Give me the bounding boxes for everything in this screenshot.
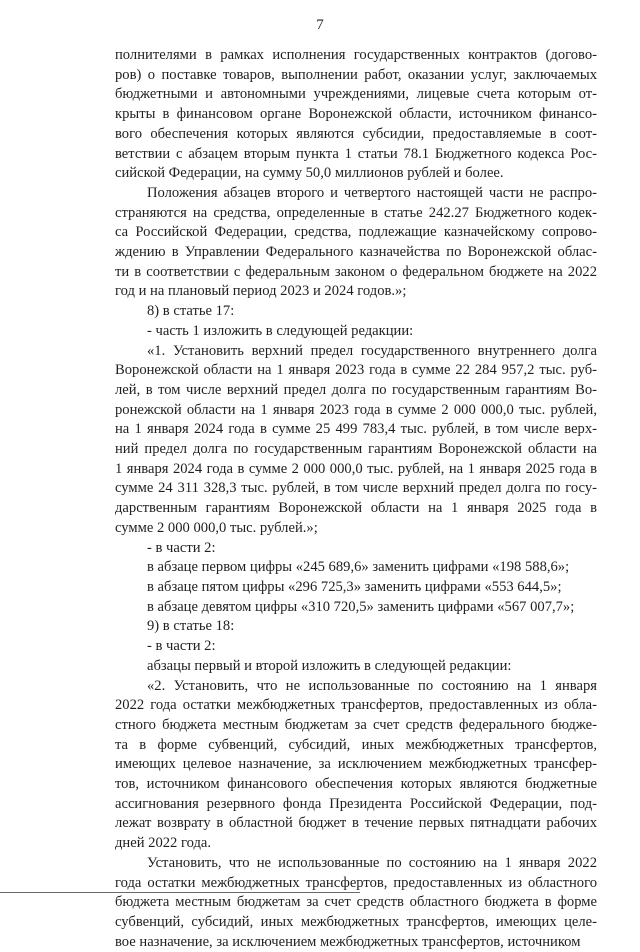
text-line: 2022 года остатки межбюджетных трансфертов, предоставленных из обла-: [115, 697, 597, 714]
text-line: ти в соответствии с федеральным законом о федеральном бюджете на 2022: [115, 263, 597, 280]
paragraph: [115, 854, 597, 952]
text-line: сумме 24 311 328,3 тыс. рублей, в том числе верхний предел долга по госу-: [115, 480, 597, 497]
text-line: бюджета местным бюджетам за счет средств областного бюджета в форме: [115, 894, 597, 911]
text-line: - в части 2:: [147, 638, 216, 655]
text-line: ждению в Управлении Федерального казначейства по Воронежской облас-: [115, 244, 597, 261]
text-line: вое назначение, за исключением межбюджетных трансфертов, источником: [115, 933, 581, 950]
text-line: бюджетными и автономными учреждениями, лицевые счета которым от-: [115, 86, 597, 103]
text-line: страняются на средства, определенные в статье 242.27 Бюджетного кодек-: [115, 204, 597, 221]
text-line: «2. Установить, что не использованные по состоянию на 1 января: [147, 677, 597, 694]
text-line: ассигнования резервного фонда Президента Российской Федерации, под-: [115, 795, 597, 812]
text-line: ронежской области на 1 января 2023 года в сумме 2 000 000,0 тыс. рублей,: [115, 401, 597, 418]
footer-divider: [0, 892, 360, 893]
paragraph: [115, 302, 597, 322]
text-line: - часть 1 изложить в следующей редакции:: [147, 322, 414, 339]
text-line: лей, в том числе верхний предел долга по государственным гарантиям Во-: [115, 381, 597, 398]
text-line: крыты в финансовом органе Воронежской области, источником финансо-: [115, 106, 597, 123]
paragraph: [115, 184, 597, 302]
text-line: вого обеспечения которых являются субсидии, предоставляемые в соот-: [115, 125, 597, 142]
text-line: 9) в статье 18:: [147, 618, 235, 635]
paragraph: [115, 617, 597, 637]
paragraph: [115, 677, 597, 854]
paragraph: [115, 539, 597, 559]
text-line: дней 2022 года.: [115, 835, 212, 852]
text-line: «1. Установить верхний предел государственного внутреннего долга: [147, 342, 597, 359]
text-line: полнителями в рамках исполнения государственных контрактов (догово-: [115, 47, 597, 63]
paragraph: [115, 598, 597, 618]
text-line: сумме 2 000 000,0 тыс. рублей.»;: [115, 519, 318, 536]
text-line: стного бюджета местным бюджетам за счет средств федерального бюдже-: [115, 716, 597, 733]
text-line: на 1 января 2024 года в сумме 25 499 783,4 тыс. рублей, в том числе верх-: [115, 421, 597, 438]
paragraph: [115, 578, 597, 598]
text-line: года остатки межбюджетных трансфертов, предоставленных из областного: [115, 874, 597, 891]
text-line: в абзаце первом цифры «245 689,6» заменить цифрами «198 588,6»;: [147, 559, 570, 576]
text-line: абзацы первый и второй изложить в следующей редакции:: [147, 657, 512, 674]
text-line: та в форме субвенций, субсидий, иных межбюджетных трансфертов,: [115, 736, 597, 753]
document-body: [115, 46, 597, 952]
page-number: 7: [316, 17, 324, 33]
text-line: - в части 2:: [147, 539, 216, 556]
text-line: Воронежской области на 1 января 2023 года в сумме 22 284 957,2 тыс. руб-: [115, 362, 597, 379]
paragraph: [115, 342, 597, 539]
text-line: 1 января 2024 года в сумме 2 000 000,0 тыс. рублей, на 1 января 2025 года в: [115, 460, 597, 477]
text-line: сийской Федерации, на сумму 50,0 миллионов рублей и более.: [115, 165, 504, 182]
paragraph: [115, 657, 597, 677]
text-line: 8) в статье 17:: [147, 303, 235, 320]
paragraph: [115, 637, 597, 657]
paragraph: [115, 558, 597, 578]
paragraph: [115, 322, 597, 342]
text-line: в абзаце пятом цифры «296 725,3» заменить цифрами «553 644,5»;: [147, 578, 562, 595]
text-line: ветствии с абзацем вторым пункта 1 статьи 78.1 Бюджетного кодекса Рос-: [115, 145, 597, 162]
text-line: Положения абзацев второго и четвертого настоящей части не распро-: [147, 184, 597, 201]
text-line: ров) о поставке товаров, выполнении работ, оказании услуг, заключаемых: [115, 66, 597, 83]
text-line: Установить, что не использованные по состоянию на 1 января 2022: [147, 854, 597, 871]
text-line: субвенций, субсидий, иных межбюджетных трансфертов, имеющих целе-: [115, 913, 597, 930]
text-line: год и на плановый период 2023 и 2024 годов.»;: [115, 283, 407, 300]
text-line: дарственным гарантиям Воронежской области на 1 января 2025 года в: [115, 500, 597, 517]
text-line: в абзаце девятом цифры «310 720,5» заменить цифрами «567 007,7»;: [147, 598, 575, 615]
text-line: тов, источником финансового обеспечения которых являются бюджетные: [115, 776, 597, 793]
text-line: са Российской Федерации, средства, подлежащие казначейскому сопрово-: [115, 224, 597, 241]
text-line: лежат возврату в областной бюджет в течение первых пятнадцати рабочих: [115, 815, 597, 832]
text-line: имеющих целевое назначение, за исключением межбюджетных трансфер-: [115, 756, 597, 773]
text-line: ний предел долга по государственным гарантиям Воронежской области на: [115, 441, 597, 458]
paragraph: [115, 46, 597, 184]
